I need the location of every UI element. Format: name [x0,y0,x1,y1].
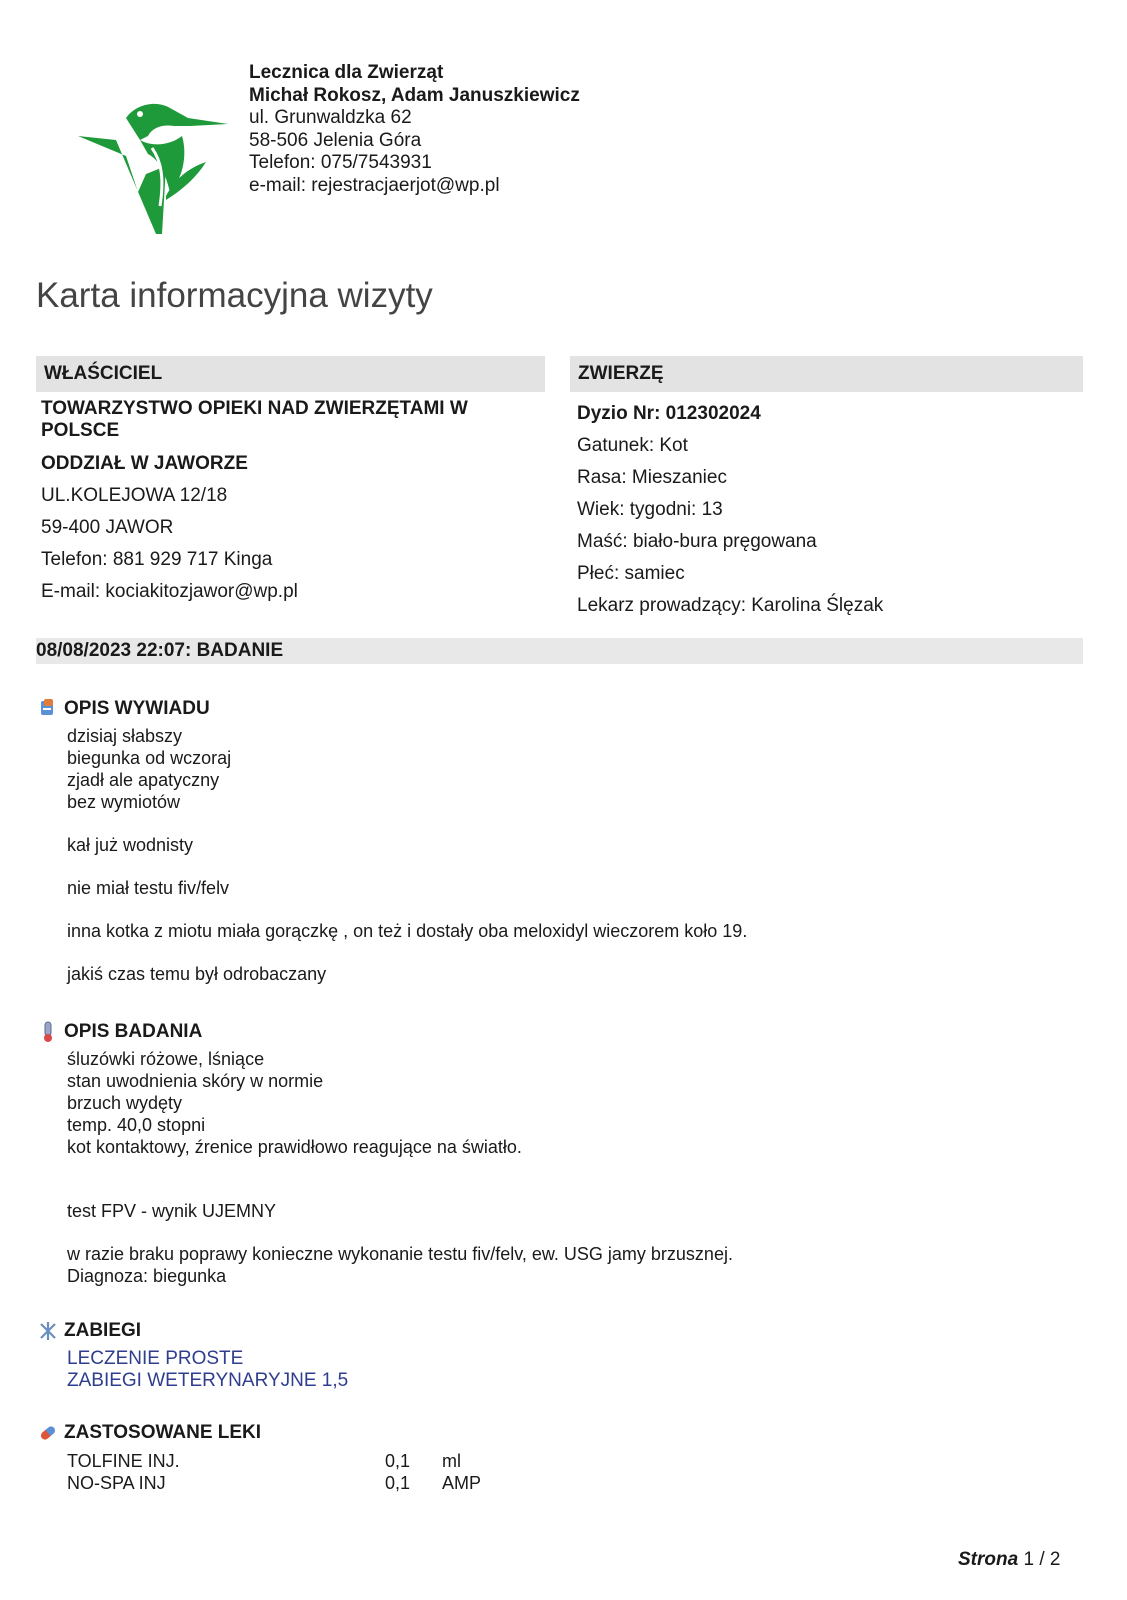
interview-line: zjadł ale apatyczny [67,770,220,790]
drug-qty: 0,1 [385,1451,411,1471]
clinic-city: 58-506 Jelenia Góra [249,129,422,151]
animal-doctor: Lekarz prowadzący: Karolina Ślęzak [577,595,884,616]
drug-unit: AMP [442,1473,482,1493]
exam-line: temp. 40,0 stopni [67,1115,206,1135]
procedures-icon [38,1320,58,1342]
interview-paragraph: jakiś czas temu był odrobaczany [67,964,327,984]
interview-paragraph: inna kotka z miotu miała gorączkę , on też i dostały oba meloxidyl wieczorem koło 19. [67,921,748,941]
clinic-email: e-mail: rejestracjaerjot@wp.pl [249,174,500,196]
page-number [958,1549,1060,1571]
drugs-list [67,1450,481,1494]
procedures-list [67,1348,348,1392]
exam-diagnosis: Diagnoza: biegunka [67,1266,227,1286]
drug-name: TOLFINE INJ. [67,1451,180,1471]
animal-color: Maść: biało-bura pręgowana [577,531,817,552]
exam-heading-label: OPIS BADANIA [64,1021,203,1042]
animal-name-nr: Dyzio Nr: 012302024 [577,403,761,424]
exam-line: śluzówki różowe, lśniące [67,1049,265,1069]
procedure-item: LECZENIE PROSTE [67,1348,244,1369]
owner-branch: ODDZIAŁ W JAWORZE [41,453,248,474]
drug-row [67,1472,481,1494]
page-title: Karta informacyjna wizyty [36,276,433,315]
animal-species: Gatunek: Kot [577,435,688,456]
interview-icon [38,698,58,720]
clinic-name: Lecznica dla Zwierząt [249,62,444,83]
animal-sex: Płeć: samiec [577,563,685,584]
owner-header: WŁAŚCICIEL [36,356,545,392]
animal-info [577,398,1077,622]
exam-recommendation: w razie braku poprawy konieczne wykonanie testu fiv/felv, ew. USG jamy brzusznej. [67,1244,733,1264]
procedures-heading [38,1320,141,1342]
clinic-info [249,62,580,197]
visit-header: 08/08/2023 22:07: BADANIE [36,638,1083,664]
pill-icon [38,1422,58,1444]
owner-email: E-mail: kociakitozjawor@wp.pl [41,581,298,602]
exam-test-result: test FPV - wynik UJEMNY [67,1201,277,1221]
exam-heading [38,1021,202,1043]
exam-line: brzuch wydęty [67,1093,183,1113]
interview-paragraph: nie miał testu fiv/felv [67,878,230,898]
clinic-logo [78,96,228,240]
exam-line: kot kontaktowy, źrenice prawidłowo reagujące na światło. [67,1137,522,1157]
interview-line: biegunka od wczoraj [67,748,232,768]
interview-heading-label: OPIS WYWIADU [64,698,210,719]
interview-body [67,725,747,985]
drugs-heading-label: ZASTOSOWANE LEKI [64,1422,262,1443]
clinic-street: ul. Grunwaldzka 62 [249,107,412,128]
exam-body [67,1048,733,1287]
owner-name: TOWARZYSTWO OPIEKI NAD ZWIERZĘTAMI W POLSCE [41,398,468,441]
interview-line: bez wymiotów [67,792,181,812]
procedure-item: ZABIEGI WETERYNARYJNE 1,5 [67,1370,349,1391]
page-value: 1 / 2 [1023,1549,1061,1570]
owner-street: UL.KOLEJOWA 12/18 [41,485,228,506]
drugs-heading [38,1422,261,1444]
procedures-heading-label: ZABIEGI [64,1320,142,1341]
drug-unit: ml [442,1451,461,1471]
interview-heading [38,698,210,720]
page-label: Strona [958,1549,1019,1570]
drug-qty: 0,1 [385,1473,411,1493]
animal-breed: Rasa: Mieszaniec [577,467,727,488]
animal-header: ZWIERZĘ [570,356,1083,392]
drug-row [67,1450,481,1472]
exam-line: stan uwodnienia skóry w normie [67,1071,324,1091]
owner-info [41,398,541,608]
interview-line: dzisiaj słabszy [67,726,183,746]
clinic-owners: Michał Rokosz, Adam Januszkiewicz [249,84,580,106]
thermometer-icon [38,1021,58,1043]
drug-name: NO-SPA INJ [67,1473,166,1493]
owner-phone: Telefon: 881 929 717 Kinga [41,549,273,570]
clinic-phone: Telefon: 075/7543931 [249,152,432,173]
interview-paragraph: kał już wodnisty [67,835,194,855]
animal-age: Wiek: tygodni: 13 [577,499,723,520]
owner-city: 59-400 JAWOR [41,517,174,538]
